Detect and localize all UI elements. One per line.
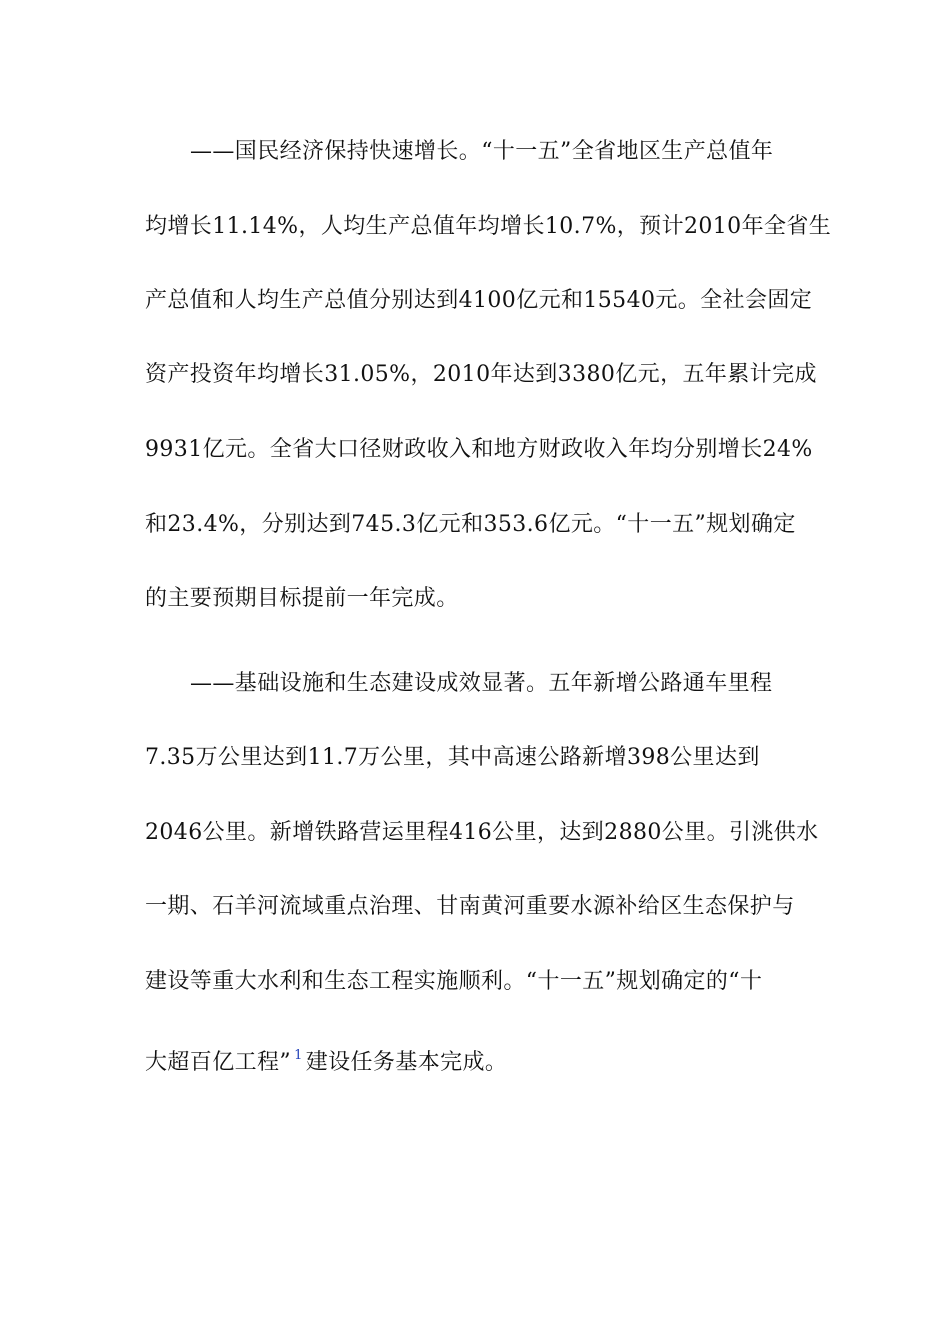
paragraph-1-line-7: 的主要预期目标提前一年完成。: [145, 586, 459, 611]
paragraph-2-line-6-text-end: 建设任务基本完成。: [305, 1050, 508, 1075]
paragraph-2-line-4: 一期、石羊河流域重点治理、甘南黄河重要水源补给区生态保护与: [145, 894, 795, 919]
paragraph-2-line-3: 2046公里。新增铁路营运里程416公里，达到2880公里。引洮供水: [145, 820, 819, 845]
paragraph-2-line-5: 建设等重大水利和生态工程实施顺利。“十一五”规划确定的“十: [145, 969, 763, 994]
paragraph-1-line-5: 9931亿元。全省大口径财政收入和地方财政收入年均分别增长24%: [145, 437, 813, 462]
paragraph-1-line-1: ——国民经济保持快速增长。“十一五”全省地区生产总值年: [190, 139, 774, 164]
paragraph-1-line-6: 和23.4%，分别达到745.3亿元和353.6亿元。“十一五”规划确定: [145, 512, 796, 537]
paragraph-1-line-4: 资产投资年均增长31.05%，2010年达到3380亿元，五年累计完成: [145, 362, 817, 387]
footnote-reference[interactable]: 1: [294, 1048, 303, 1063]
paragraph-1-line-3: 产总值和人均生产总值分别达到4100亿元和15540元。全社会固定: [145, 288, 813, 313]
paragraph-2-line-1: ——基础设施和生态建设成效显著。五年新增公路通车里程: [190, 671, 773, 696]
paragraph-2-line-2: 7.35万公里达到11.7万公里，其中高速公路新增398公里达到: [145, 745, 760, 770]
paragraph-1-line-2: 均增长11.14%，人均生产总值年均增长10.7%，预计2010年全省生: [145, 214, 832, 239]
paragraph-2-line-6-text-start: 大超百亿工程”: [145, 1050, 292, 1075]
paragraph-2-line-6: [145, 1036, 815, 1076]
